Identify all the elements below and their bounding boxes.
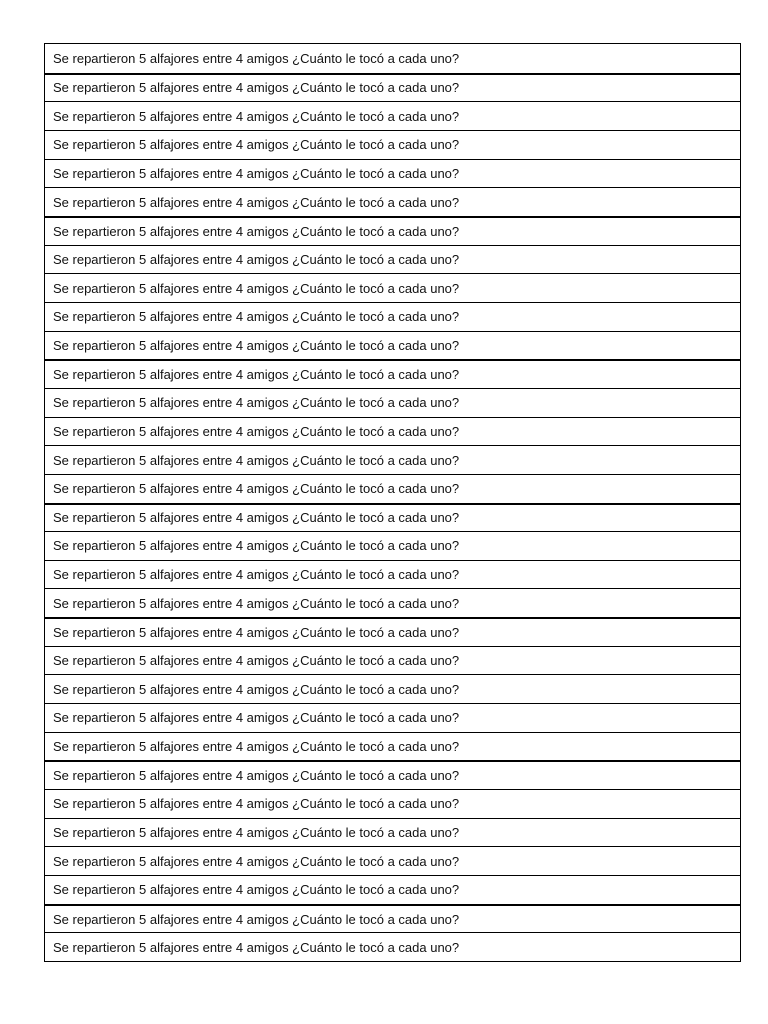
worksheet-row: Se repartieron 5 alfajores entre 4 amigos ¿Cuánto le tocó a cada uno? (45, 73, 740, 102)
worksheet-row: Se repartieron 5 alfajores entre 4 amigos ¿Cuánto le tocó a cada uno? (45, 875, 740, 904)
worksheet-row: Se repartieron 5 alfajores entre 4 amigos ¿Cuánto le tocó a cada uno? (45, 560, 740, 589)
worksheet-row: Se repartieron 5 alfajores entre 4 amigos ¿Cuánto le tocó a cada uno? (45, 531, 740, 560)
worksheet-row: Se repartieron 5 alfajores entre 4 amigos ¿Cuánto le tocó a cada uno? (45, 474, 740, 503)
worksheet-row: Se repartieron 5 alfajores entre 4 amigos ¿Cuánto le tocó a cada uno? (45, 417, 740, 446)
worksheet-row: Se repartieron 5 alfajores entre 4 amigos ¿Cuánto le tocó a cada uno? (45, 703, 740, 732)
worksheet-row: Se repartieron 5 alfajores entre 4 amigos ¿Cuánto le tocó a cada uno? (45, 646, 740, 675)
worksheet-row: Se repartieron 5 alfajores entre 4 amigos ¿Cuánto le tocó a cada uno? (45, 302, 740, 331)
worksheet-row: Se repartieron 5 alfajores entre 4 amigos ¿Cuánto le tocó a cada uno? (45, 674, 740, 703)
worksheet-row: Se repartieron 5 alfajores entre 4 amigos ¿Cuánto le tocó a cada uno? (45, 932, 740, 961)
worksheet-row: Se repartieron 5 alfajores entre 4 amigos ¿Cuánto le tocó a cada uno? (45, 445, 740, 474)
worksheet-row: Se repartieron 5 alfajores entre 4 amigos ¿Cuánto le tocó a cada uno? (45, 101, 740, 130)
worksheet-row: Se repartieron 5 alfajores entre 4 amigos ¿Cuánto le tocó a cada uno? (45, 216, 740, 245)
worksheet-row: Se repartieron 5 alfajores entre 4 amigos ¿Cuánto le tocó a cada uno? (45, 617, 740, 646)
worksheet-row: Se repartieron 5 alfajores entre 4 amigos ¿Cuánto le tocó a cada uno? (45, 760, 740, 789)
worksheet-row: Se repartieron 5 alfajores entre 4 amigos ¿Cuánto le tocó a cada uno? (45, 846, 740, 875)
worksheet-row: Se repartieron 5 alfajores entre 4 amigos ¿Cuánto le tocó a cada uno? (45, 245, 740, 274)
worksheet-row: Se repartieron 5 alfajores entre 4 amigos ¿Cuánto le tocó a cada uno? (45, 818, 740, 847)
worksheet-row: Se repartieron 5 alfajores entre 4 amigos ¿Cuánto le tocó a cada uno? (45, 187, 740, 216)
worksheet-row: Se repartieron 5 alfajores entre 4 amigos ¿Cuánto le tocó a cada uno? (53, 50, 460, 66)
worksheet-row: Se repartieron 5 alfajores entre 4 amigos ¿Cuánto le tocó a cada uno? (45, 388, 740, 417)
worksheet-row: Se repartieron 5 alfajores entre 4 amigos ¿Cuánto le tocó a cada uno? (45, 331, 740, 360)
worksheet-row: Se repartieron 5 alfajores entre 4 amigos ¿Cuánto le tocó a cada uno? (45, 789, 740, 818)
worksheet-table (44, 43, 741, 962)
worksheet-row: Se repartieron 5 alfajores entre 4 amigos ¿Cuánto le tocó a cada uno? (45, 159, 740, 188)
worksheet-row: Se repartieron 5 alfajores entre 4 amigos ¿Cuánto le tocó a cada uno? (45, 130, 740, 159)
worksheet-row: Se repartieron 5 alfajores entre 4 amigos ¿Cuánto le tocó a cada uno? (45, 732, 740, 761)
worksheet-row: Se repartieron 5 alfajores entre 4 amigos ¿Cuánto le tocó a cada uno? (45, 904, 740, 933)
worksheet-row: Se repartieron 5 alfajores entre 4 amigos ¿Cuánto le tocó a cada uno? (45, 273, 740, 302)
worksheet-row: Se repartieron 5 alfajores entre 4 amigos ¿Cuánto le tocó a cada uno? (45, 503, 740, 532)
worksheet-row: Se repartieron 5 alfajores entre 4 amigos ¿Cuánto le tocó a cada uno? (45, 588, 740, 617)
worksheet-row: Se repartieron 5 alfajores entre 4 amigos ¿Cuánto le tocó a cada uno? (45, 359, 740, 388)
